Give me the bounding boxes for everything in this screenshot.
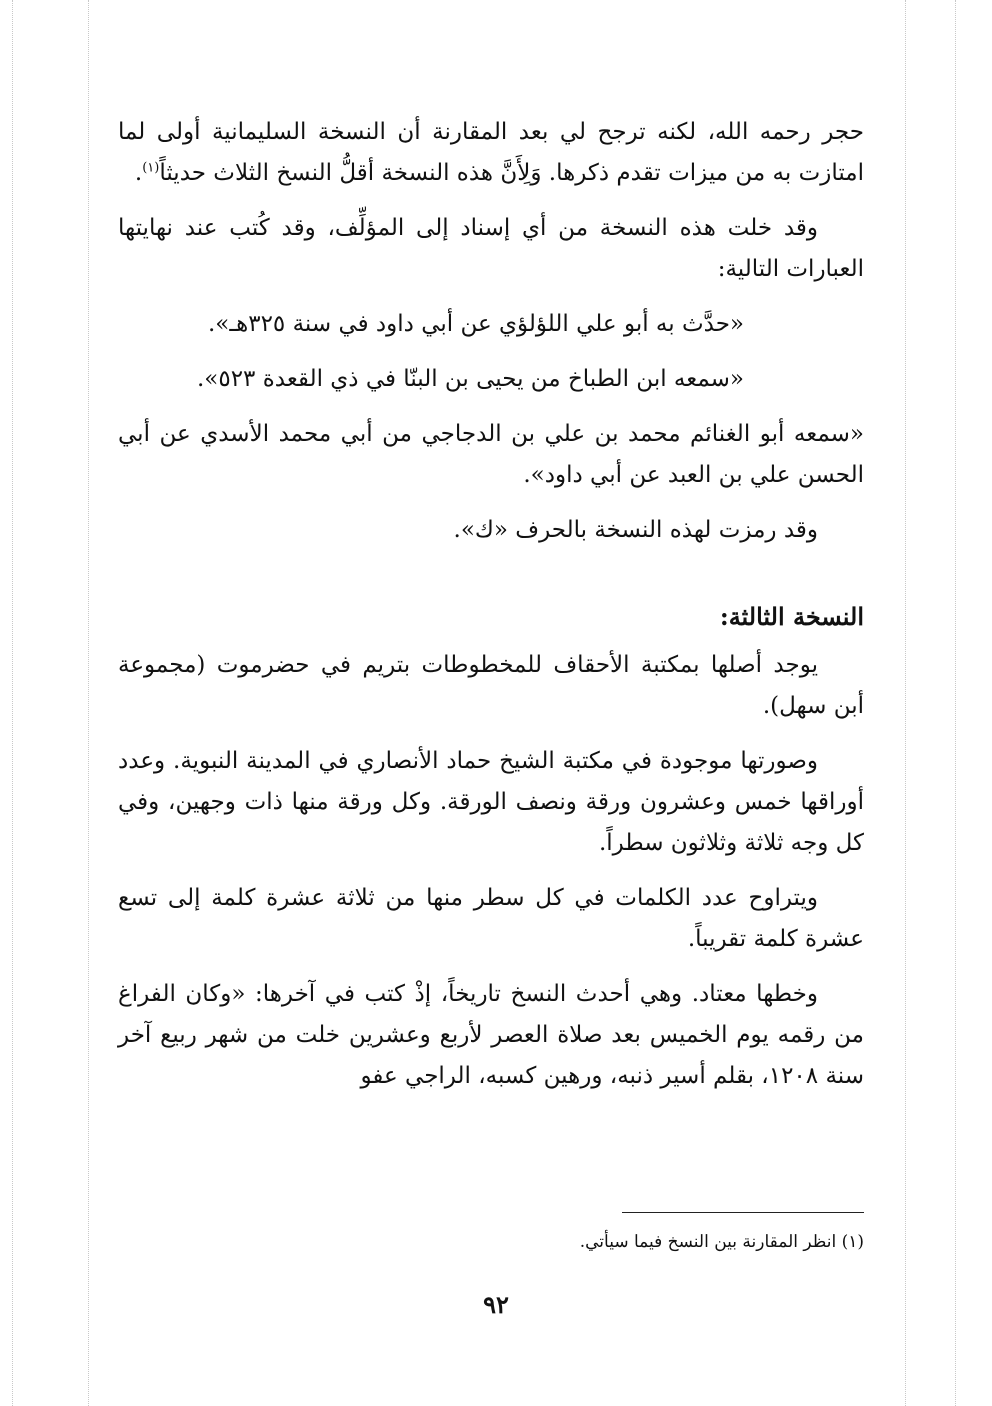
paragraph: وقد رمزت لهذه النسخة بالحرف «ك». (453, 517, 818, 543)
scan-margin-line (955, 0, 956, 1406)
footnote-text: انظر المقارنة بين النسخ فيما سيأتي. (579, 1232, 837, 1252)
page-number: ٩٢ (483, 1290, 509, 1319)
footnote-reference[interactable]: (١) (142, 160, 160, 176)
footnote (580, 1228, 864, 1256)
quoted-inscription: «سمعه ابن الطباخ من يحيى بن البنّا في ذي القعدة ٥٢٣». (196, 366, 744, 392)
paragraph-text: حجر رحمه الله، لكنه ترجح لي بعد المقارنة أن النسخة السليمانية أولى لما امتازت به من ميزات تقدم ذكرها. وَلِأَنَّ هذه النسخة أقلُّ النسخ الثلاث حديثاً (118, 119, 864, 186)
quoted-inscription: «حدَّث به أبو علي اللؤلؤي عن أبي داود في سنة ٣٢٥هـ». (207, 311, 744, 337)
page-body (118, 112, 864, 1111)
scan-margin-line (905, 0, 906, 1406)
scan-margin-line (88, 0, 89, 1406)
footnote-number: (١) (841, 1232, 864, 1252)
paragraph (118, 112, 864, 194)
paragraph: وصورتها موجودة في مكتبة الشيخ حماد الأنصاري في المدينة النبوية. وعدد أوراقها خمس وعشرون ورقة ونصف الورقة. وكل ورقة منها ذات وجهين، وفي كل وجه ثلاثة وثلاثون سطراً. (118, 748, 864, 856)
footnote-divider (622, 1212, 864, 1213)
paragraph: ويتراوح عدد الكلمات في كل سطر منها من ثلاثة عشرة كلمة إلى تسع عشرة كلمة تقريباً. (118, 885, 864, 952)
paragraph: يوجد أصلها بمكتبة الأحقاف للمخطوطات بتريم في حضرموت (مجموعة أبن سهل). (118, 652, 864, 719)
paragraph: وقد خلت هذه النسخة من أي إسناد إلى المؤلِّف، وقد كُتب عند نهايتها العبارات التالية: (118, 215, 864, 282)
paragraph: وخطها معتاد. وهي أحدث النسخ تاريخاً، إذْ كتب في آخرها: «وكان الفراغ من رقمه يوم الخميس بعد صلاة العصر لأربع وعشرين خلت من شهر ربيع آخر سنة ١٢٠٨، بقلم أسير ذنبه، ورهين كسبه، الراجي عفو (118, 981, 864, 1089)
paragraph-text: . (134, 160, 143, 186)
section-heading: النسخة الثالثة: (719, 602, 864, 631)
quoted-inscription: «سمعه أبو الغنائم محمد بن علي بن الدجاجي من أبي محمد الأسدي عن أبي الحسن علي بن العبد عن أبي داود». (118, 421, 864, 488)
scan-margin-line (12, 0, 13, 1406)
